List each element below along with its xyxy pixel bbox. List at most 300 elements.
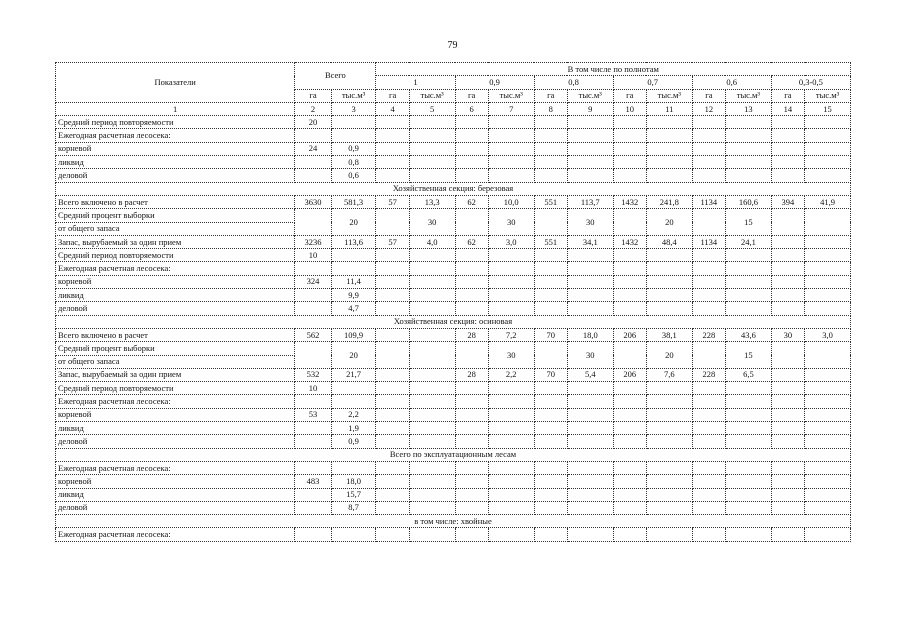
table-cell — [534, 342, 567, 369]
table-cell — [534, 169, 567, 182]
table-cell — [613, 422, 646, 435]
table-cell — [376, 368, 409, 381]
row-label: Ежегодная расчетная лесосека: — [56, 395, 295, 408]
table-cell: 113,6 — [331, 235, 376, 248]
table-cell — [295, 488, 331, 501]
table-cell — [725, 116, 771, 129]
header-column-number: 5 — [409, 102, 455, 115]
header-row-column-numbers — [56, 102, 851, 115]
table-cell: 3630 — [295, 195, 331, 208]
table-cell — [488, 142, 534, 155]
table-cell — [567, 475, 613, 488]
table-row — [56, 235, 851, 248]
table-cell — [455, 209, 488, 236]
table-row — [56, 368, 851, 381]
table-row — [56, 328, 851, 341]
table-cell: 34,1 — [567, 235, 613, 248]
table-cell — [295, 302, 331, 315]
table-cell — [376, 129, 409, 142]
row-label: корневой — [56, 475, 295, 488]
table-cell — [488, 501, 534, 514]
table-cell — [455, 475, 488, 488]
row-label: от общего запаса — [56, 355, 295, 368]
table-cell — [488, 262, 534, 275]
table-cell: 0,6 — [331, 169, 376, 182]
table-cell: 4,0 — [409, 235, 455, 248]
table-cell — [455, 169, 488, 182]
table-cell — [692, 488, 725, 501]
table-cell — [567, 262, 613, 275]
table-cell — [567, 156, 613, 169]
table-cell: 581,3 — [331, 195, 376, 208]
section-row — [56, 182, 851, 195]
table-cell — [692, 422, 725, 435]
row-label: ликвид — [56, 289, 295, 302]
table-cell — [613, 302, 646, 315]
table-cell — [646, 275, 692, 288]
table-cell — [646, 461, 692, 474]
table-cell: 20 — [331, 342, 376, 369]
table-cell — [725, 156, 771, 169]
table-cell: 113,7 — [567, 195, 613, 208]
table-cell — [534, 156, 567, 169]
table-cell — [455, 422, 488, 435]
table-cell — [805, 368, 851, 381]
table-cell — [613, 129, 646, 142]
table-cell — [692, 156, 725, 169]
table-cell — [488, 116, 534, 129]
table-cell — [725, 289, 771, 302]
table-cell — [692, 501, 725, 514]
table-cell — [376, 488, 409, 501]
table-cell — [409, 302, 455, 315]
table-cell — [692, 129, 725, 142]
table-cell: 62 — [455, 195, 488, 208]
table-cell — [725, 382, 771, 395]
table-cell — [376, 395, 409, 408]
table-cell — [534, 275, 567, 288]
row-label: Ежегодная расчетная лесосека: — [56, 262, 295, 275]
table-cell — [725, 129, 771, 142]
table-cell — [805, 129, 851, 142]
table-cell — [771, 302, 804, 315]
table-cell — [646, 501, 692, 514]
table-cell — [534, 475, 567, 488]
table-cell: 1432 — [613, 235, 646, 248]
table-cell — [534, 408, 567, 421]
table-cell — [567, 289, 613, 302]
table-cell — [805, 156, 851, 169]
table-cell — [725, 501, 771, 514]
table-cell — [534, 262, 567, 275]
table-cell — [771, 408, 804, 421]
table-cell: 324 — [295, 275, 331, 288]
header-row-1 — [56, 63, 851, 76]
table-cell — [409, 461, 455, 474]
table-cell: 28 — [455, 368, 488, 381]
table-cell — [805, 422, 851, 435]
table-cell — [488, 435, 534, 448]
table-cell: 20 — [646, 342, 692, 369]
table-cell — [646, 422, 692, 435]
header-column-number: 7 — [488, 102, 534, 115]
table-cell — [488, 249, 534, 262]
table-cell — [409, 382, 455, 395]
table-cell — [488, 156, 534, 169]
header-density: 0,3-0,5 — [771, 76, 850, 89]
table-cell — [805, 488, 851, 501]
table-cell: 11,4 — [331, 275, 376, 288]
table-cell — [295, 528, 331, 541]
table-cell — [534, 116, 567, 129]
row-label: деловой — [56, 501, 295, 514]
table-cell: 15,7 — [331, 488, 376, 501]
table-cell — [455, 488, 488, 501]
table-cell — [376, 209, 409, 236]
table-cell: 70 — [534, 328, 567, 341]
table-cell — [805, 435, 851, 448]
table-cell — [331, 116, 376, 129]
table-cell — [646, 408, 692, 421]
table-cell — [331, 249, 376, 262]
table-cell — [646, 382, 692, 395]
header-total: Всего — [295, 63, 376, 90]
table-cell — [646, 116, 692, 129]
table-cell — [455, 302, 488, 315]
row-label: деловой — [56, 435, 295, 448]
table-cell — [771, 342, 804, 369]
table-cell: 43,6 — [725, 328, 771, 341]
table-cell: 5,4 — [567, 368, 613, 381]
table-cell — [409, 169, 455, 182]
header-column-number: 9 — [567, 102, 613, 115]
table-cell — [613, 342, 646, 369]
table-cell — [725, 461, 771, 474]
table-cell — [725, 275, 771, 288]
table-cell: 3236 — [295, 235, 331, 248]
table-cell: 206 — [613, 328, 646, 341]
table-cell — [295, 422, 331, 435]
table-cell — [455, 275, 488, 288]
table-cell — [331, 129, 376, 142]
table-cell — [567, 129, 613, 142]
table-cell — [455, 289, 488, 302]
table-cell: 160,6 — [725, 195, 771, 208]
table-cell — [646, 289, 692, 302]
table-cell — [534, 129, 567, 142]
table-cell — [409, 368, 455, 381]
table-cell — [534, 142, 567, 155]
header-unit-ha: га — [455, 89, 488, 102]
table-cell — [376, 156, 409, 169]
table-cell — [692, 262, 725, 275]
table-cell — [692, 275, 725, 288]
table-cell — [805, 528, 851, 541]
table-cell — [567, 169, 613, 182]
table-cell: 20 — [295, 116, 331, 129]
header-unit-ha: га — [613, 89, 646, 102]
table-cell: 3,0 — [805, 328, 851, 341]
table-cell: 30 — [567, 342, 613, 369]
row-label: ликвид — [56, 156, 295, 169]
table-cell — [409, 435, 455, 448]
table-cell — [725, 528, 771, 541]
table-row — [56, 342, 851, 355]
table-cell — [534, 528, 567, 541]
table-cell: 41,9 — [805, 195, 851, 208]
table-cell — [771, 262, 804, 275]
row-label: Средний процент выборки — [56, 342, 295, 355]
header-unit-m3: тыс.м³ — [409, 89, 455, 102]
table-cell — [805, 209, 851, 236]
table-cell — [534, 422, 567, 435]
table-row — [56, 195, 851, 208]
table-cell — [771, 395, 804, 408]
table-cell — [771, 382, 804, 395]
table-cell — [409, 475, 455, 488]
table-cell — [646, 302, 692, 315]
table-cell — [376, 408, 409, 421]
table-cell — [771, 156, 804, 169]
row-label: от общего запаса — [56, 222, 295, 235]
table-row — [56, 382, 851, 395]
header-column-number: 6 — [455, 102, 488, 115]
header-unit-ha: га — [692, 89, 725, 102]
header-unit-m3: тыс.м³ — [646, 89, 692, 102]
table-cell — [376, 262, 409, 275]
table-cell: 30 — [567, 209, 613, 236]
table-cell — [805, 475, 851, 488]
table-cell — [376, 142, 409, 155]
table-row — [56, 275, 851, 288]
header-density: 0,9 — [455, 76, 534, 89]
table-cell: 18,0 — [331, 475, 376, 488]
table-cell — [567, 501, 613, 514]
table-cell — [409, 249, 455, 262]
table-cell: 30 — [771, 328, 804, 341]
table-cell: 28 — [455, 328, 488, 341]
table-cell — [488, 475, 534, 488]
table-cell — [692, 395, 725, 408]
table-cell: 532 — [295, 368, 331, 381]
row-label: Запас, вырубаемый за один прием — [56, 368, 295, 381]
table-cell — [295, 156, 331, 169]
table-row — [56, 528, 851, 541]
table-cell: 1134 — [692, 195, 725, 208]
table-cell — [295, 262, 331, 275]
table-cell — [376, 422, 409, 435]
table-cell — [567, 408, 613, 421]
row-label: корневой — [56, 142, 295, 155]
table-cell — [613, 461, 646, 474]
table-cell — [409, 275, 455, 288]
header-column-number: 13 — [725, 102, 771, 115]
table-cell — [409, 395, 455, 408]
table-cell — [295, 129, 331, 142]
table-cell: 30 — [488, 209, 534, 236]
table-cell — [646, 156, 692, 169]
table-cell — [534, 382, 567, 395]
table-cell: 13,3 — [409, 195, 455, 208]
table-cell: 20 — [646, 209, 692, 236]
table-cell — [613, 395, 646, 408]
table-cell: 57 — [376, 235, 409, 248]
table-cell: 241,8 — [646, 195, 692, 208]
row-label: ликвид — [56, 488, 295, 501]
header-column-number: 11 — [646, 102, 692, 115]
table-cell — [771, 235, 804, 248]
table-cell — [805, 408, 851, 421]
table-cell — [613, 289, 646, 302]
table-cell — [567, 395, 613, 408]
header-density: 1 — [376, 76, 455, 89]
table-cell — [534, 501, 567, 514]
table-cell — [376, 275, 409, 288]
header-density: 0,6 — [692, 76, 771, 89]
table-cell — [376, 501, 409, 514]
table-cell — [376, 475, 409, 488]
table-cell — [488, 395, 534, 408]
table-cell — [331, 382, 376, 395]
table-cell — [295, 435, 331, 448]
table-cell — [331, 528, 376, 541]
table-cell — [646, 475, 692, 488]
table-cell — [488, 488, 534, 501]
section-row — [56, 448, 851, 461]
forest-harvest-table — [55, 62, 851, 542]
table-cell — [409, 156, 455, 169]
section-title: Хозяйственная секция: березовая — [56, 182, 851, 195]
table-cell: 9,9 — [331, 289, 376, 302]
table-cell: 0,8 — [331, 156, 376, 169]
table-cell: 394 — [771, 195, 804, 208]
table-cell — [567, 488, 613, 501]
table-cell — [567, 435, 613, 448]
header-unit-ha: га — [295, 89, 331, 102]
table-cell — [613, 382, 646, 395]
table-cell: 551 — [534, 235, 567, 248]
table-cell — [488, 382, 534, 395]
table-cell — [613, 142, 646, 155]
table-cell: 53 — [295, 408, 331, 421]
table-cell — [646, 142, 692, 155]
table-cell — [567, 302, 613, 315]
table-cell: 57 — [376, 195, 409, 208]
table-cell — [771, 116, 804, 129]
table-cell — [692, 302, 725, 315]
table-row — [56, 435, 851, 448]
table-cell — [613, 275, 646, 288]
table-cell — [455, 342, 488, 369]
header-indicators: Показатели — [56, 63, 295, 103]
row-label: Средний период повторяемости — [56, 116, 295, 129]
table-cell — [409, 408, 455, 421]
row-label: Средний период повторяемости — [56, 249, 295, 262]
table-cell: 2,2 — [488, 368, 534, 381]
table-cell — [567, 249, 613, 262]
table-cell — [376, 302, 409, 315]
table-cell — [771, 488, 804, 501]
table-cell: 24 — [295, 142, 331, 155]
table-cell — [725, 262, 771, 275]
header-density: 0,7 — [613, 76, 692, 89]
row-label: ликвид — [56, 422, 295, 435]
table-cell — [725, 422, 771, 435]
table-cell — [692, 289, 725, 302]
table-cell — [488, 528, 534, 541]
table-cell — [567, 382, 613, 395]
table-cell: 21,7 — [331, 368, 376, 381]
table-cell — [409, 342, 455, 369]
table-cell: 3,0 — [488, 235, 534, 248]
table-cell — [488, 289, 534, 302]
table-cell: 62 — [455, 235, 488, 248]
table-row — [56, 156, 851, 169]
table-row — [56, 262, 851, 275]
table-cell — [725, 142, 771, 155]
table-cell — [376, 528, 409, 541]
table-cell — [771, 528, 804, 541]
table-cell — [646, 249, 692, 262]
table-cell — [613, 156, 646, 169]
table-cell — [488, 408, 534, 421]
table-cell — [771, 275, 804, 288]
table-cell — [331, 461, 376, 474]
table-cell: 18,0 — [567, 328, 613, 341]
table-cell — [646, 435, 692, 448]
table-cell — [376, 289, 409, 302]
header-column-number: 8 — [534, 102, 567, 115]
table-cell — [805, 116, 851, 129]
table-cell: 24,1 — [725, 235, 771, 248]
section-title: в том числе: хвойные — [56, 515, 851, 528]
table-cell — [771, 169, 804, 182]
page-number: 79 — [447, 40, 458, 51]
table-cell: 551 — [534, 195, 567, 208]
row-label: деловой — [56, 169, 295, 182]
header-by-density: В том числе по полнотам — [376, 63, 851, 76]
table-cell — [534, 488, 567, 501]
table-cell: 228 — [692, 328, 725, 341]
table-cell — [692, 342, 725, 369]
header-unit-ha: га — [771, 89, 804, 102]
table-cell — [613, 408, 646, 421]
table-cell — [455, 156, 488, 169]
table-cell — [613, 209, 646, 236]
table-cell — [613, 116, 646, 129]
table-cell — [409, 528, 455, 541]
table-row — [56, 289, 851, 302]
table-cell — [409, 501, 455, 514]
table-cell: 8,7 — [331, 501, 376, 514]
table-cell — [692, 116, 725, 129]
section-row — [56, 515, 851, 528]
table-cell: 20 — [331, 209, 376, 236]
row-label: корневой — [56, 408, 295, 421]
table-cell — [646, 528, 692, 541]
row-label: Всего включено в расчет — [56, 328, 295, 341]
table-cell: 70 — [534, 368, 567, 381]
table-cell — [613, 501, 646, 514]
table-cell — [409, 142, 455, 155]
table-cell — [692, 249, 725, 262]
table-cell — [376, 435, 409, 448]
table-cell — [295, 209, 331, 236]
table-row — [56, 142, 851, 155]
table-cell — [534, 289, 567, 302]
table-row — [56, 395, 851, 408]
table-cell — [613, 262, 646, 275]
